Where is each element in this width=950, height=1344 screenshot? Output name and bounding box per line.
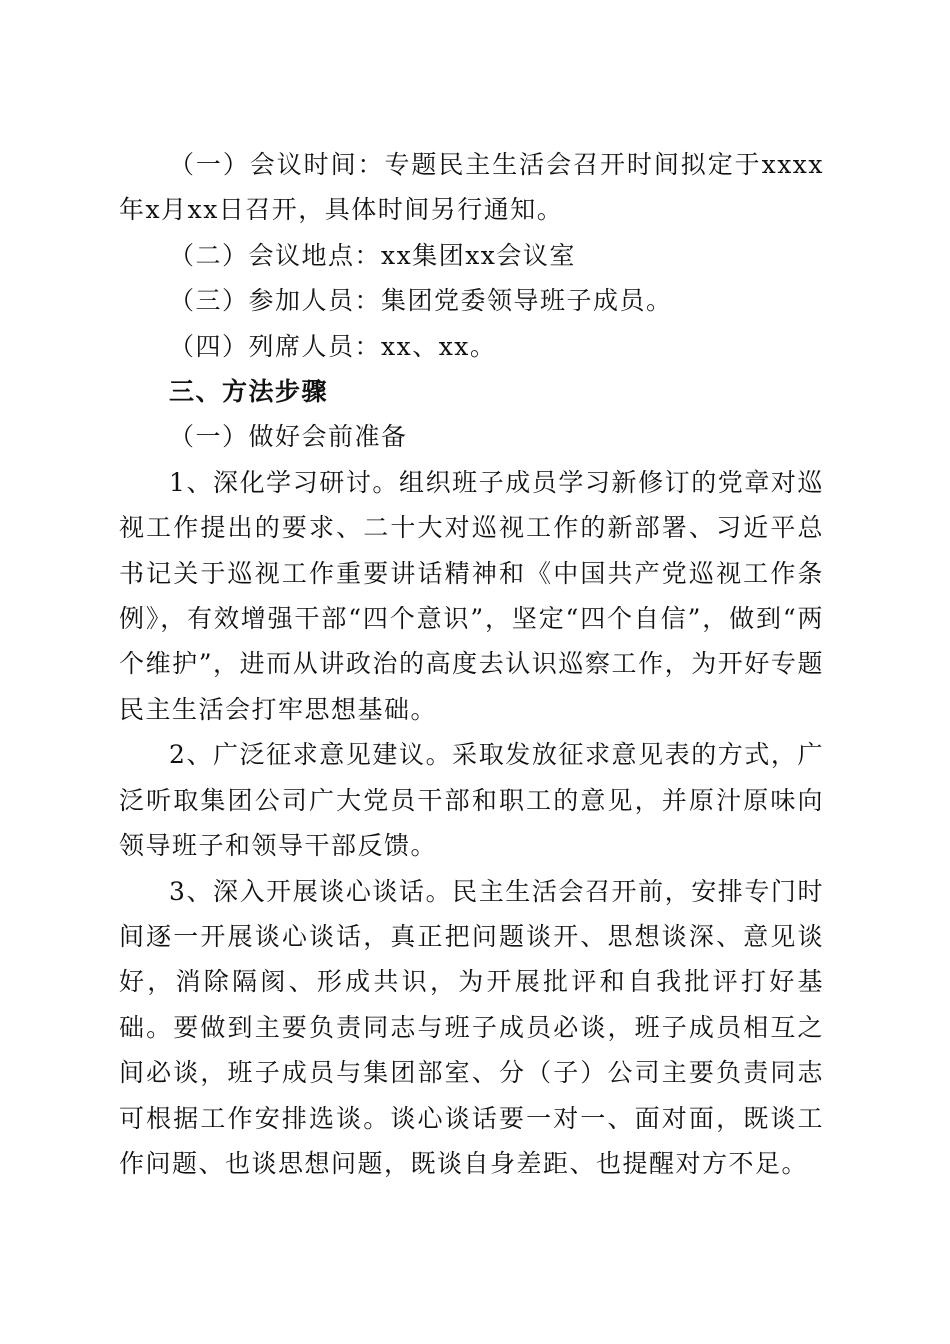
item-feedback-paragraph: 2、广泛征求意见建议。采取发放征求意见表的方式，广泛听取集团公司广大党员干部和职工的意见，并原汁原味向领导班子和领导干部反馈。 [119,740,824,861]
section-heading-methods: 三、方法步骤 [169,377,329,407]
item-talks-paragraph: 3、深入开展谈心谈话。民主生活会召开前，安排专门时间逐一开展谈心谈话，真正把问题谈开、思想谈深、意见谈好，消除隔阂、形成共识，为开展批评和自我批评打好基础。要做到主要负责同志与班子成员必谈，班子成员相互之间必谈，班子成员与集团部室、分（子）公司主要负责同志可根据工作安排选谈。谈心谈话要一对一、面对面，既谈工作问题、也谈思想问题，既谈自身差距、也提醒对方不足。 [119,876,824,1178]
observers-paragraph: （四）列席人员：xx、xx。 [169,331,497,361]
subsection-heading-preparation: （一）做好会前准备 [169,422,408,452]
attendees-paragraph: （三）参加人员：集团党委领导班子成员。 [169,286,673,316]
meeting-location-paragraph: （二）会议地点：xx集团xx会议室 [169,240,576,270]
meeting-time-paragraph: （一）会议时间：专题民主生活会召开时间拟定于xxxx年x月xx日召开，具体时间另行通知。 [119,150,824,225]
item-study-paragraph: 1、深化学习研讨。组织班子成员学习新修订的党章对巡视工作提出的要求、二十大对巡视工作的新部署、习近平总书记关于巡视工作重要讲话精神和《中国共产党巡视工作条例》，有效增强干部“四个意识”，坚定“四个自信”，做到“两个维护”，进而从讲政治的高度去认识巡察工作，为开好专题民主生活会打牢思想基础。 [119,467,824,724]
document-body [119,142,824,1186]
